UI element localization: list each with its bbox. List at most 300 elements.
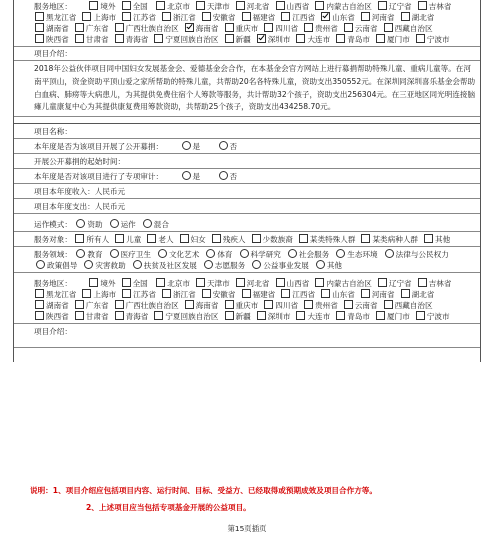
b1-region-option-11[interactable] <box>201 13 236 22</box>
fundraise-no-radio[interactable] <box>219 141 228 150</box>
target-label-2: 老人 <box>158 235 174 245</box>
b1-region-option-29[interactable] <box>153 35 218 44</box>
field-option-7[interactable] <box>383 250 449 259</box>
b1-region-option-15[interactable] <box>360 13 395 22</box>
b2-region-checkbox-26[interactable] <box>35 311 44 320</box>
b1-region-label-27: 甘肃省 <box>85 35 109 44</box>
field-option-0[interactable] <box>74 250 102 259</box>
b2-region-checkbox-24[interactable] <box>344 300 353 309</box>
b2-region-checkbox-31[interactable] <box>257 311 266 320</box>
b2-region-checkbox-10[interactable] <box>162 289 171 298</box>
b1-region-checkbox-13[interactable] <box>281 12 290 21</box>
b2-region-checkbox-21[interactable] <box>225 300 234 309</box>
b2-region-label-23: 贵州省 <box>315 301 338 311</box>
mode-option-1[interactable] <box>108 220 136 229</box>
b2-region-option-1[interactable] <box>195 279 230 288</box>
b1-region-option-30[interactable] <box>224 35 251 44</box>
mode-radio-1[interactable] <box>110 219 119 228</box>
b2-region-checkbox-23[interactable] <box>304 300 313 309</box>
b2-region-option-32[interactable] <box>295 312 330 321</box>
b1-region-option-35[interactable] <box>415 35 450 44</box>
target-option-5[interactable] <box>251 235 293 244</box>
target-checkbox-2[interactable] <box>147 234 156 243</box>
b1-region-option-33[interactable] <box>335 35 370 44</box>
b2-region-option-35[interactable] <box>415 312 450 321</box>
b1-region-option-4[interactable] <box>314 2 372 11</box>
field-option-3[interactable] <box>204 250 232 259</box>
b2-region-option-31[interactable] <box>256 312 291 321</box>
b2-region-label-14: 山东省 <box>332 290 355 300</box>
b2-region-option-21[interactable] <box>224 301 259 310</box>
b2-region-checkbox-6[interactable] <box>418 278 427 287</box>
field-radio-8[interactable] <box>36 260 45 269</box>
b2-region-label-29: 宁夏回族自治区 <box>165 312 219 322</box>
b1-region-checkbox-27[interactable] <box>75 34 84 43</box>
page-number: 第15页插页 <box>227 524 267 533</box>
expense-row[interactable] <box>14 199 480 214</box>
b2-region-label-35: 宁波市 <box>426 312 450 322</box>
b1-region-label-6: 吉林省 <box>428 2 452 11</box>
b1-region-checkbox-35[interactable] <box>416 34 425 43</box>
b2-region-option-26[interactable] <box>34 312 69 321</box>
b2-region-checkbox-9[interactable] <box>122 289 131 298</box>
target-checkbox-0[interactable] <box>75 234 84 243</box>
target-option-6[interactable] <box>298 235 356 244</box>
target-option-4[interactable] <box>211 235 246 244</box>
mode-label-1: 运作 <box>120 220 136 230</box>
b2-region-checkbox-28[interactable] <box>115 311 124 320</box>
field-option-11[interactable] <box>202 261 245 270</box>
field-label-7: 法律与公民权力 <box>395 250 449 260</box>
b2-region-option-30[interactable] <box>224 312 251 321</box>
fundraise-time-row[interactable] <box>14 154 480 169</box>
b2-region-checkbox-13[interactable] <box>281 289 290 298</box>
b1-region-option-34[interactable] <box>375 35 410 44</box>
b1-region-checkbox-1[interactable] <box>196 1 205 10</box>
b1-area-top-checkbox-0[interactable] <box>89 1 98 10</box>
b1-region-label-2: 河北省 <box>246 2 270 11</box>
b1-region-label-22: 四川省 <box>275 24 299 33</box>
b1-region-checkbox-11[interactable] <box>202 12 211 21</box>
field-label-3: 体育 <box>217 250 233 260</box>
target-label-7: 某类病种人群 <box>372 235 419 245</box>
b1-region-label-33: 青岛市 <box>347 35 371 44</box>
field-radio-13[interactable] <box>316 260 325 269</box>
field-radio-3[interactable] <box>206 249 215 258</box>
b1-region-option-5[interactable] <box>377 2 412 11</box>
b2-region-label-17: 湖南省 <box>46 301 69 311</box>
b1-region-checkbox-28[interactable] <box>115 34 124 43</box>
b2-region-checkbox-12[interactable] <box>242 289 251 298</box>
target-checkbox-5[interactable] <box>252 234 261 243</box>
b1-region-label-31: 深圳市 <box>267 35 291 44</box>
b2-region-option-14[interactable] <box>320 290 355 299</box>
b2-region-option-5[interactable] <box>377 279 412 288</box>
b2-region-option-27[interactable] <box>74 312 109 321</box>
b2-region-checkbox-34[interactable] <box>376 311 385 320</box>
mode-option-2[interactable] <box>141 220 169 229</box>
b2-region-label-20: 海南省 <box>195 301 219 311</box>
b2-region-option-18[interactable] <box>74 301 109 310</box>
b2-region-option-22[interactable] <box>263 301 298 310</box>
target-label-1: 儿童 <box>126 235 142 245</box>
field-radio-12[interactable] <box>252 260 261 269</box>
project-intro-row-2[interactable] <box>14 324 480 348</box>
b2-area-top-label-0: 境外 <box>100 279 116 289</box>
field-radio-6[interactable] <box>336 249 345 258</box>
b2-region-checkbox-19[interactable] <box>115 300 124 309</box>
b1-region-option-22[interactable] <box>263 24 298 33</box>
b2-region-option-23[interactable] <box>303 301 338 310</box>
target-checkbox-7[interactable] <box>361 234 370 243</box>
b1-region-checkbox-5[interactable] <box>378 1 387 10</box>
target-checkbox-1[interactable] <box>115 234 124 243</box>
b2-region-checkbox-0[interactable] <box>156 278 165 287</box>
b1-region-option-13[interactable] <box>280 13 315 22</box>
b2-region-checkbox-4[interactable] <box>315 278 324 287</box>
service-field-row <box>14 247 480 273</box>
mode-label-0: 资助 <box>87 220 103 230</box>
b2-area-top-checkbox-0[interactable] <box>89 278 98 287</box>
b1-region-checkbox-4[interactable] <box>315 1 324 10</box>
field-option-10[interactable] <box>131 261 197 270</box>
b2-region-option-12[interactable] <box>241 290 276 299</box>
audit-no-radio[interactable] <box>219 171 228 180</box>
b1-region-label-26: 陕西省 <box>46 35 69 44</box>
b1-region-checkbox-31[interactable] <box>257 34 266 43</box>
b2-region-option-13[interactable] <box>280 290 315 299</box>
b2-region-label-15: 河南省 <box>371 290 395 300</box>
b2-region-label-5: 辽宁省 <box>388 279 412 289</box>
b2-region-checkbox-15[interactable] <box>361 289 370 298</box>
b2-region-option-6[interactable] <box>417 279 452 288</box>
b1-region-option-31[interactable] <box>256 35 291 44</box>
b2-region-checkbox-11[interactable] <box>202 289 211 298</box>
b1-region-label-11: 安徽省 <box>212 13 236 22</box>
b1-region-checkbox-6[interactable] <box>418 1 427 10</box>
b2-region-label-22: 四川省 <box>275 301 299 311</box>
b2-region-option-9[interactable] <box>121 290 156 299</box>
b1-region-checkbox-9[interactable] <box>122 12 131 21</box>
b1-region-option-20[interactable] <box>184 24 219 33</box>
fundraise-yes-radio[interactable] <box>182 141 191 150</box>
b2-region-checkbox-30[interactable] <box>225 311 234 320</box>
b1-region-option-7[interactable] <box>34 13 76 22</box>
field-radio-0[interactable] <box>76 249 85 258</box>
b2-region-checkbox-17[interactable] <box>35 300 44 309</box>
b2-region-option-8[interactable] <box>81 290 116 299</box>
b1-region-checkbox-7[interactable] <box>35 12 44 21</box>
service-target-row <box>14 232 480 247</box>
b2-region-checkbox-25[interactable] <box>384 300 393 309</box>
b1-region-option-0[interactable] <box>155 2 190 11</box>
b2-region-checkbox-7[interactable] <box>35 289 44 298</box>
b2-region-checkbox-33[interactable] <box>336 311 345 320</box>
b2-region-label-8: 上海市 <box>93 290 117 300</box>
target-checkbox-3[interactable] <box>180 234 189 243</box>
b2-region-checkbox-2[interactable] <box>236 278 245 287</box>
b1-region-option-32[interactable] <box>295 35 330 44</box>
b2-region-checkbox-1[interactable] <box>196 278 205 287</box>
b2-region-label-28: 青海省 <box>125 312 149 322</box>
b2-region-label-18: 广东省 <box>85 301 109 311</box>
b1-region-option-10[interactable] <box>161 13 196 22</box>
field-label-12: 公益事业发展 <box>263 261 309 271</box>
b1-region-option-26[interactable] <box>34 35 69 44</box>
report-table <box>13 0 481 362</box>
mode-option-0[interactable] <box>74 220 102 229</box>
target-label-6: 某类特殊人群 <box>309 235 356 245</box>
audit-yes-radio[interactable] <box>182 171 191 180</box>
field-option-13[interactable] <box>314 261 342 270</box>
b2-region-label-21: 重庆市 <box>235 301 259 311</box>
field-option-8[interactable] <box>34 261 77 270</box>
field-option-9[interactable] <box>82 261 125 270</box>
b2-region-option-10[interactable] <box>161 290 196 299</box>
b2-region-checkbox-3[interactable] <box>276 278 285 287</box>
b1-region-label-14: 山东省 <box>332 13 355 22</box>
b1-region-checkbox-30[interactable] <box>225 34 234 43</box>
b1-region-label-25: 西藏自治区 <box>394 24 433 33</box>
b1-region-label-13: 江西省 <box>292 13 316 22</box>
target-option-3[interactable] <box>179 235 206 244</box>
expense-label: 项目本年度支出：人民币元 <box>34 202 126 212</box>
target-label-0: 所有人 <box>86 235 110 245</box>
b1-region-option-12[interactable] <box>241 13 276 22</box>
b1-region-checkbox-20[interactable] <box>185 23 194 32</box>
target-label-5: 少数族裔 <box>262 235 293 245</box>
b2-region-option-11[interactable] <box>201 290 236 299</box>
b2-region-option-33[interactable] <box>335 312 370 321</box>
blank-row <box>14 348 480 362</box>
b1-region-option-18[interactable] <box>74 24 109 33</box>
audit-yes-label: 是 <box>192 172 201 182</box>
b2-region-checkbox-16[interactable] <box>401 289 410 298</box>
b1-region-label-30: 新疆 <box>235 35 251 44</box>
b1-region-label-3: 山西省 <box>286 2 310 11</box>
fundraise-yes-label: 是 <box>192 142 201 152</box>
b1-region-option-24[interactable] <box>343 24 378 33</box>
target-option-8[interactable] <box>423 235 450 244</box>
b1-region-option-21[interactable] <box>224 24 259 33</box>
b2-region-option-7[interactable] <box>34 290 76 299</box>
b1-area-top-label-0: 境外 <box>100 2 116 11</box>
b1-region-checkbox-33[interactable] <box>336 34 345 43</box>
b1-region-checkbox-3[interactable] <box>276 1 285 10</box>
b2-region-option-29[interactable] <box>153 312 218 321</box>
b1-region-checkbox-0[interactable] <box>156 1 165 10</box>
b2-region-label-0: 北京市 <box>167 279 190 289</box>
b1-region-checkbox-2[interactable] <box>236 1 245 10</box>
b1-region-label-29: 宁夏回族自治区 <box>165 35 219 44</box>
b2-region-option-24[interactable] <box>343 301 378 310</box>
field-option-12[interactable] <box>250 261 309 270</box>
b1-region-option-14[interactable] <box>320 13 355 22</box>
b1-region-label-18: 广东省 <box>85 24 109 33</box>
b1-region-checkbox-34[interactable] <box>376 34 385 43</box>
audit-question-row <box>14 169 480 184</box>
b2-region-checkbox-8[interactable] <box>82 289 91 298</box>
b1-region-option-8[interactable] <box>81 13 116 22</box>
b2-region-checkbox-27[interactable] <box>75 311 84 320</box>
b1-area-top-checkbox-1[interactable] <box>122 1 131 10</box>
target-checkbox-8[interactable] <box>424 234 433 243</box>
b2-region-option-4[interactable] <box>314 279 372 288</box>
b1-region-label-5: 辽宁省 <box>388 2 412 11</box>
b1-region-label-32: 大连市 <box>307 35 331 44</box>
field-radio-1[interactable] <box>110 249 119 258</box>
notes <box>30 482 377 516</box>
b2-region-option-20[interactable] <box>184 301 219 310</box>
b1-region-checkbox-24[interactable] <box>344 23 353 32</box>
target-checkbox-6[interactable] <box>299 234 308 243</box>
field-radio-5[interactable] <box>288 249 297 258</box>
b1-region-checkbox-10[interactable] <box>162 12 171 21</box>
b1-region-option-6[interactable] <box>417 2 452 11</box>
fundraise-question: 本年度是否为该项目开展了公开募捐： <box>34 142 164 152</box>
project-intro-label: 项目介绍： <box>34 49 72 58</box>
b1-region-option-19[interactable] <box>114 24 179 33</box>
b1-region-label-0: 北京市 <box>167 2 190 11</box>
mode-radio-0[interactable] <box>76 219 85 228</box>
field-radio-2[interactable] <box>158 249 167 258</box>
target-option-2[interactable] <box>146 235 173 244</box>
b2-region-option-16[interactable] <box>400 290 435 299</box>
b2-area-top-option-1[interactable] <box>121 279 148 288</box>
field-label-5: 社会服务 <box>298 250 330 260</box>
b2-region-checkbox-32[interactable] <box>296 311 305 320</box>
b2-region-label-25: 西藏自治区 <box>394 301 433 311</box>
b2-area-top-checkbox-1[interactable] <box>122 278 131 287</box>
b2-area-top-option-0[interactable] <box>88 279 115 288</box>
project-intro-label-row <box>14 47 480 61</box>
b2-region-option-3[interactable] <box>275 279 310 288</box>
b1-region-label-9: 江苏省 <box>133 13 156 22</box>
b2-region-option-17[interactable] <box>34 301 69 310</box>
b2-region-option-28[interactable] <box>114 312 149 321</box>
operation-mode-label: 运作模式： <box>34 220 72 230</box>
b1-area-top-option-1[interactable] <box>121 2 148 11</box>
b1-region-option-25[interactable] <box>383 24 433 33</box>
field-radio-11[interactable] <box>204 260 213 269</box>
target-checkbox-4[interactable] <box>212 234 221 243</box>
b2-region-checkbox-22[interactable] <box>264 300 273 309</box>
b1-region-checkbox-29[interactable] <box>154 34 163 43</box>
field-option-5[interactable] <box>286 250 329 259</box>
b2-region-label-6: 吉林省 <box>428 279 452 289</box>
b2-region-checkbox-29[interactable] <box>154 311 163 320</box>
target-option-7[interactable] <box>360 235 418 244</box>
b2-region-checkbox-14[interactable] <box>321 289 330 298</box>
b1-region-label-35: 宁波市 <box>426 35 450 44</box>
b2-region-label-2: 河北省 <box>246 279 270 289</box>
field-radio-9[interactable] <box>84 260 93 269</box>
field-option-2[interactable] <box>156 250 199 259</box>
field-option-1[interactable] <box>108 250 151 259</box>
note-line-1: 说明：1、项目介绍应包括项目内容、运行时间、目标、受益方、已经取得或预期成效及项目合作方等。 <box>30 486 377 495</box>
b1-region-option-23[interactable] <box>303 24 338 33</box>
field-option-4[interactable] <box>238 250 281 259</box>
field-label-8: 政策倡导 <box>47 261 78 271</box>
target-option-1[interactable] <box>114 235 141 244</box>
field-radio-10[interactable] <box>133 260 142 269</box>
b2-region-checkbox-18[interactable] <box>75 300 84 309</box>
b1-region-option-1[interactable] <box>195 2 230 11</box>
operation-mode-row <box>14 214 480 232</box>
b1-region-label-7: 黑龙江省 <box>46 13 77 22</box>
b1-region-checkbox-26[interactable] <box>35 34 44 43</box>
b1-region-checkbox-19[interactable] <box>115 23 124 32</box>
b2-region-option-34[interactable] <box>375 312 410 321</box>
mode-label-2: 混合 <box>153 220 169 230</box>
b2-region-option-25[interactable] <box>383 301 433 310</box>
b1-region-checkbox-32[interactable] <box>296 34 305 43</box>
b2-region-label-33: 青岛市 <box>347 312 371 322</box>
fundraise-time-label: 开展公开募捐的起始时间： <box>34 157 126 167</box>
b2-region-checkbox-5[interactable] <box>378 278 387 287</box>
b1-region-checkbox-18[interactable] <box>75 23 84 32</box>
b1-region-checkbox-12[interactable] <box>242 12 251 21</box>
note-line-2: 2、上述项目应当包括专项基金开展的公益项目。 <box>86 503 251 512</box>
audit-no-label: 否 <box>229 172 238 182</box>
b2-region-option-19[interactable] <box>114 301 179 310</box>
b2-region-option-15[interactable] <box>360 290 395 299</box>
field-label-6: 生态环境 <box>347 250 378 260</box>
income-label: 项目本年度收入：人民币元 <box>34 187 126 197</box>
target-option-0[interactable] <box>74 235 109 244</box>
target-label-3: 妇女 <box>190 235 206 245</box>
b2-region-label-27: 甘肃省 <box>85 312 109 322</box>
b2-region-checkbox-20[interactable] <box>185 300 194 309</box>
b1-region-checkbox-17[interactable] <box>35 23 44 32</box>
b1-region-option-17[interactable] <box>34 24 69 33</box>
b1-region-option-27[interactable] <box>74 35 109 44</box>
b2-region-option-2[interactable] <box>235 279 270 288</box>
b1-region-option-2[interactable] <box>235 2 270 11</box>
income-row[interactable] <box>14 184 480 199</box>
block-separator <box>14 117 480 124</box>
b1-region-option-3[interactable] <box>275 2 310 11</box>
b1-region-checkbox-22[interactable] <box>264 23 273 32</box>
project-name-row[interactable] <box>14 124 480 139</box>
b1-region-checkbox-14[interactable] <box>321 12 330 21</box>
b1-region-checkbox-15[interactable] <box>361 12 370 21</box>
b2-region-label-32: 大连市 <box>307 312 331 322</box>
b1-region-option-16[interactable] <box>400 13 435 22</box>
b1-region-label-28: 青海省 <box>125 35 149 44</box>
b2-region-checkbox-35[interactable] <box>416 311 425 320</box>
b2-region-option-0[interactable] <box>155 279 190 288</box>
b1-region-label-24: 云南省 <box>354 24 378 33</box>
b1-region-checkbox-21[interactable] <box>225 23 234 32</box>
b1-region-checkbox-25[interactable] <box>384 23 393 32</box>
b1-region-checkbox-8[interactable] <box>82 12 91 21</box>
field-option-6[interactable] <box>334 250 377 259</box>
field-radio-7[interactable] <box>385 249 394 258</box>
b1-region-option-28[interactable] <box>114 35 149 44</box>
b1-region-checkbox-16[interactable] <box>401 12 410 21</box>
b1-region-checkbox-23[interactable] <box>304 23 313 32</box>
field-radio-4[interactable] <box>240 249 249 258</box>
service-area-row-1 <box>14 0 480 47</box>
field-label-1: 医疗卫生 <box>120 250 151 260</box>
b2-region-label-13: 江西省 <box>292 290 316 300</box>
field-label-10: 扶贫及社区发展 <box>143 261 197 271</box>
mode-radio-2[interactable] <box>143 219 152 228</box>
b1-area-top-option-0[interactable] <box>88 2 115 11</box>
b1-region-label-12: 福建省 <box>252 13 276 22</box>
b1-region-option-9[interactable] <box>121 13 156 22</box>
